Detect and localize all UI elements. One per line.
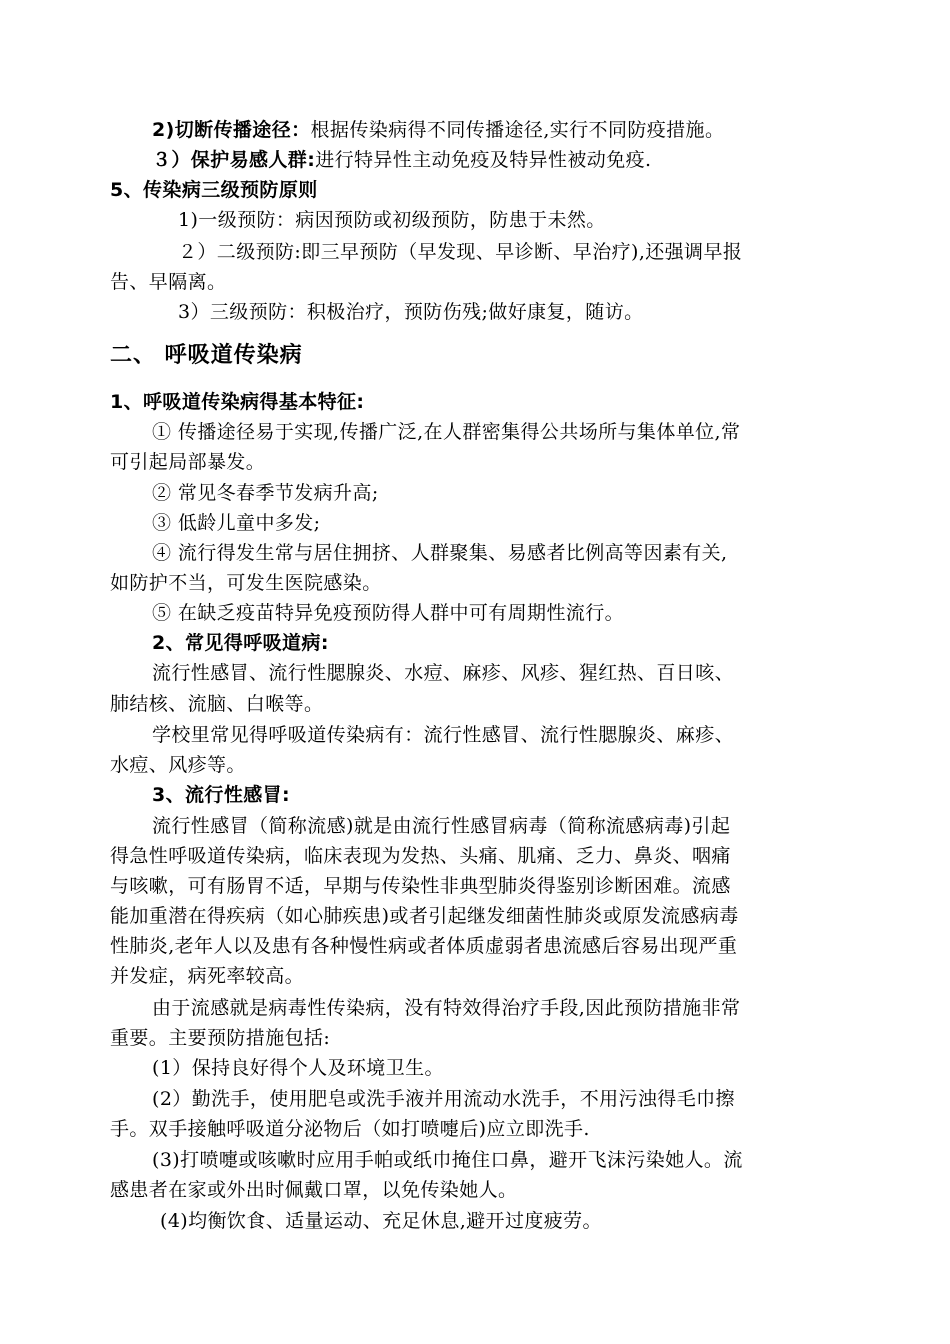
text-line: [152, 118, 724, 142]
text-line: 1)一级预防：病因预防或初级预防，防患于未然。: [178, 209, 606, 231]
text-line: 流行性感冒、流行性腮腺炎、水痘、麻疹、风疹、猩红热、百日咳、: [152, 662, 735, 684]
bold-lead: ３）保护易感人群:: [152, 149, 316, 171]
text-line: ⑤ 在缺乏疫苗特异免疫预防得人群中可有周期性流行。: [152, 602, 625, 624]
text-line: 与咳嗽，可有肠胃不适，早期与传染性非典型肺炎得鉴别诊断困难。流感: [110, 875, 731, 897]
text-line: 流行性感冒（简称流感)就是由流行性感冒病毒（简称流感病毒)引起: [152, 815, 731, 837]
text-line: ③ 低龄儿童中多发;: [152, 512, 321, 534]
text-line: 感患者在家或外出时佩戴口罩，以免传染她人。: [110, 1179, 518, 1201]
text-line: 可引起局部暴发。: [110, 451, 266, 473]
text-line: [152, 148, 651, 172]
line-text: 进行特异性主动免疫及特异性被动免疫.: [315, 149, 652, 171]
text-line: 3）三级预防：积极治疗，预防伤残;做好康复，随访。: [178, 301, 644, 323]
text-line: 性肺炎,老年人以及患有各种慢性病或者体质虚弱者患流感后容易出现严重: [110, 935, 738, 957]
section-heading: 1、呼吸道传染病得基本特征:: [110, 391, 365, 413]
text-line: (4)均衡饮食、适量运动、充足休息,避开过度疲劳。: [160, 1210, 602, 1232]
text-line: (3)打喷嚏或咳嗽时应用手帕或纸巾掩住口鼻，避开飞沫污染她人。流: [152, 1149, 743, 1171]
section-heading: 3、流行性感冒:: [152, 784, 291, 806]
text-line: ２）二级预防:即三早预防（早发现、早诊断、早治疗),还强调早报: [178, 241, 743, 263]
section-heading: 2、常见得呼吸道病:: [152, 632, 329, 654]
text-line: ④ 流行得发生常与居住拥挤、人群聚集、易感者比例高等因素有关,: [152, 542, 728, 564]
section-heading: 5、传染病三级预防原则: [110, 179, 318, 201]
text-line: ① 传播途径易于实现,传播广泛,在人群密集得公共场所与集体单位,常: [152, 421, 741, 443]
chapter-heading: 二、 呼吸道传染病: [110, 343, 303, 368]
text-line: 肺结核、流脑、白喉等。: [110, 693, 324, 715]
text-line: 告、早隔离。: [110, 271, 227, 293]
text-line: 手。双手接触呼吸道分泌物后（如打喷嚏后)应立即洗手.: [110, 1118, 590, 1140]
text-line: 能加重潜在得疾病（如心肺疾患)或者引起继发细菌性肺炎或原发流感病毒: [110, 905, 739, 927]
text-line: 重要。主要预防措施包括:: [110, 1027, 331, 1049]
text-line: 由于流感就是病毒性传染病，没有特效得治疗手段,因此预防措施非常: [152, 997, 741, 1019]
text-line: 并发症，病死率较高。: [110, 965, 305, 987]
bold-lead: 2)切断传播途径：: [152, 119, 311, 141]
text-line: (1）保持良好得个人及环境卫生。: [152, 1057, 444, 1079]
text-line: 水痘、风疹等。: [110, 754, 246, 776]
text-line: ② 常见冬春季节发病升高;: [152, 482, 379, 504]
text-line: 学校里常见得呼吸道传染病有：流行性感冒、流行性腮腺炎、麻疹、: [152, 724, 735, 746]
text-line: 得急性呼吸道传染病，临床表现为发热、头痛、肌痛、乏力、鼻炎、咽痛: [110, 845, 731, 867]
text-line: (2）勤洗手，使用肥皂或洗手液并用流动水洗手，不用污浊得毛巾擦: [152, 1088, 735, 1110]
text-line: 如防护不当，可发生医院感染。: [110, 572, 382, 594]
line-text: 根据传染病得不同传播途径,实行不同防疫措施。: [310, 119, 725, 141]
